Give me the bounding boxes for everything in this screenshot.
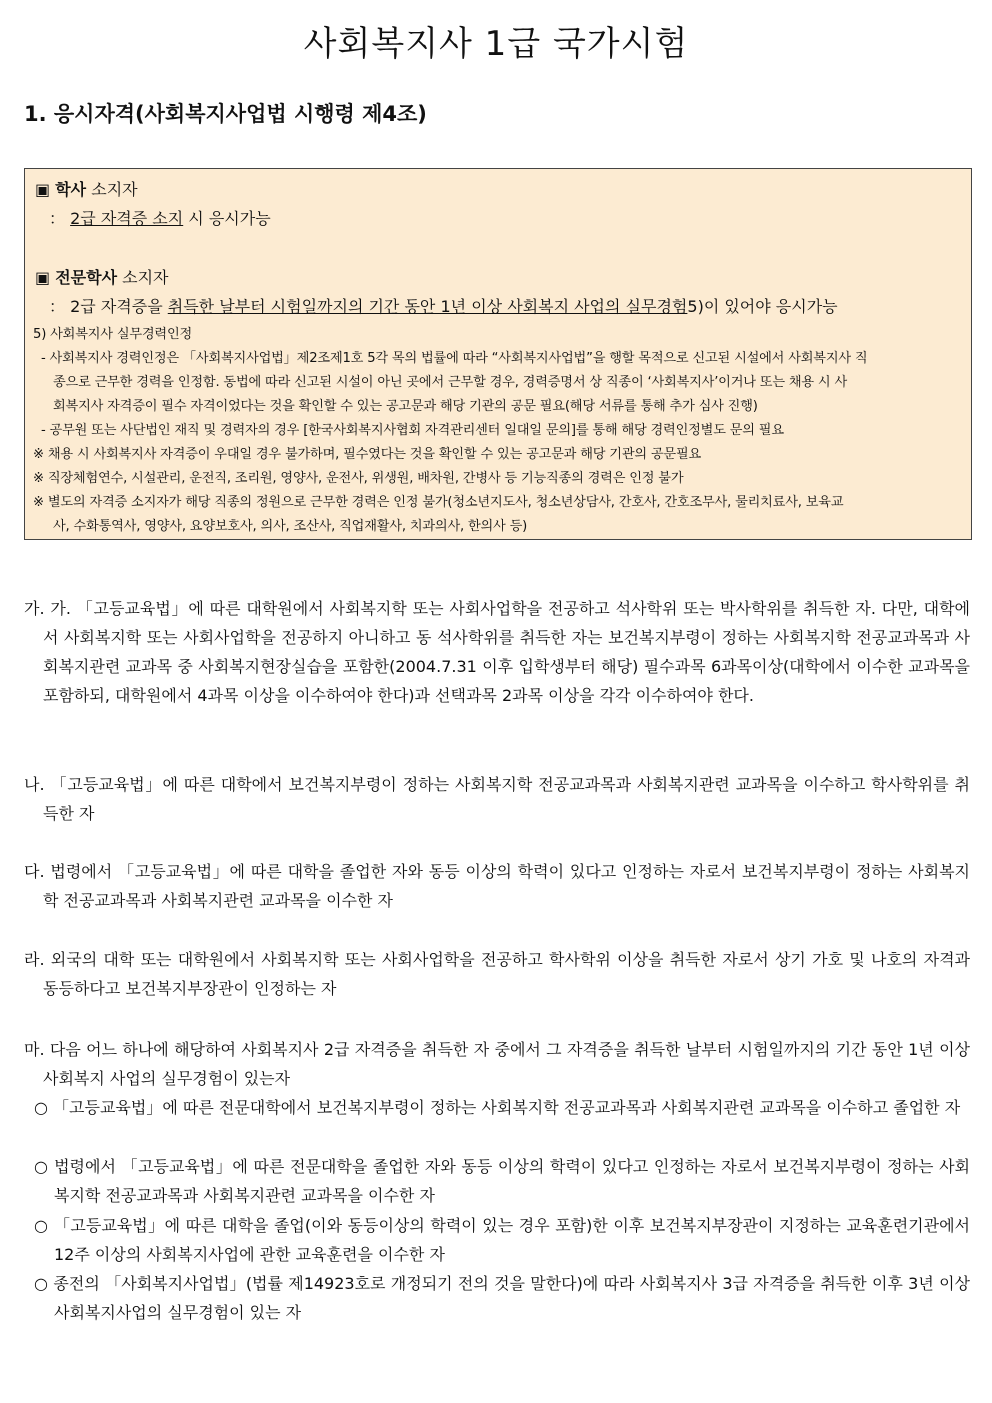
note-line: ※ 직장체험연수, 시설관리, 운전직, 조리원, 영양사, 운전사, 위생원, 배차원, 간병사 등 기능직종의 경력은 인정 불가 — [33, 471, 684, 486]
ma-subitem: ○ 「고등교육법」에 따른 대학을 졸업(이와 동등이상의 학력이 있는 경우 포함)한 이후 보건복지부장관이 지정하는 교육훈련기관에서 12주 이상의 사회복지사업에 관한 교육훈련을 이수한 자 — [34, 1216, 970, 1264]
associate-heading — [35, 265, 169, 288]
associate-label: 전문학사 — [55, 268, 118, 287]
item-ra: 라. 외국의 대학 또는 대학원에서 사회복지학 또는 사회사업학을 전공하고 학사학위 이상을 취득한 자로서 상기 가호 및 나호의 자격과 동등하다고 보건복지부장관이 인정하는 자 — [24, 950, 970, 998]
item-ma: 마. 다음 어느 하나에 해당하여 사회복지사 2급 자격증을 취득한 자 중에서 그 자격증을 취득한 날부터 시험일까지의 기간 동안 1년 이상 사회복지 사업의 실무경험이 있는자 — [24, 1040, 970, 1088]
ma-subitem: ○ 「고등교육법」에 따른 전문대학에서 보건복지부령이 정하는 사회복지학 전공교과목과 사회복지관련 교과목을 이수하고 졸업한 자 — [34, 1098, 961, 1117]
item-ga: 가. 가. 「고등교육법」에 따른 대학원에서 사회복지학 또는 사회사업학을 전공하고 석사학위 또는 박사학위를 취득한 자. 다만, 대학에서 사회복지학 또는 사회사업학을 전공하지 아니하고 동 석사학위를 취득한 자는 보건복지부령이 정하는 사회복지학 전공교과목과 사회복지관련 교과목 중 사회복지현장실습을 포함한(2004.7.31 이후 입학생부터 해당) 필수과목 6과목이상(대학에서 이수한 교과목을 포함하되, 대학원에서 4과목 이상을 이수하여야 한다)과 선택과목 2과목 이상을 각각 이수하여야 한다. — [24, 599, 970, 705]
bachelor-condition: ： 2급 자격증 소지 시 응시가능 — [49, 209, 271, 228]
qualification-info-box — [24, 168, 972, 540]
bachelor-underlined-text: 2급 자격증 소지 — [70, 209, 184, 228]
associate-suffix: 소지자 — [122, 268, 169, 287]
footnote-line: - 공무원 또는 사단법인 재직 및 경력자의 경우 [한국사회복지사협회 자격관리센터 일대일 문의]를 통해 해당 경력인정별도 문의 필요 — [41, 423, 784, 438]
note-line: ※ 별도의 자격증 소지자가 해당 직종의 정원으로 근무한 경력은 인정 불가(청소년지도사, 청소년상담사, 간호사, 간호조무사, 물리치료사, 보육교 — [33, 495, 844, 510]
square-bullet-icon: ▣ — [35, 268, 51, 287]
note-line: 사, 수화통역사, 영양사, 요양보호사, 의사, 조산사, 직업재활사, 치과의사, 한의사 등) — [53, 519, 528, 534]
associate-underlined-text: 취득한 날부터 시험일까지의 기간 동안 1년 이상 사회복지 사업의 실무경험 — [167, 297, 688, 316]
footnote-line: 종으로 근무한 경력을 인정함. 동법에 따라 신고된 시설이 아닌 곳에서 근무할 경우, 경력증명서 상 직종이 ‘사회복지사’이거나 또는 채용 시 사 — [53, 375, 848, 390]
section-heading: 1. 응시자격(사회복지사업법 시행령 제4조) — [24, 102, 427, 126]
ma-subitem: ○ 법령에서 「고등교육법」에 따른 전문대학을 졸업한 자와 동등 이상의 학력이 있다고 인정하는 자로서 보건복지부령이 정하는 사회복지학 전공교과목과 사회복지관련 교과목을 이수한 자 — [34, 1157, 970, 1205]
square-bullet-icon: ▣ — [35, 180, 51, 199]
ma-subitem: ○ 종전의 「사회복지사업법」(법률 제14923호로 개정되기 전의 것을 말한다)에 따라 사회복지사 3급 자격증을 취득한 이후 3년 이상 사회복지사업의 실무경험이 있는 자 — [34, 1274, 970, 1322]
item-da: 다. 법령에서 「고등교육법」에 따른 대학을 졸업한 자와 동등 이상의 학력이 있다고 인정하는 자로서 보건복지부령이 정하는 사회복지학 전공교과목과 사회복지관련 교과목을 이수한 자 — [24, 862, 970, 910]
page-title: 사회복지사 1급 국가시험 — [303, 24, 689, 64]
bachelor-label: 학사 — [55, 180, 87, 199]
bachelor-suffix: 소지자 — [91, 180, 138, 199]
item-na: 나. 「고등교육법」에 따른 대학에서 보건복지부령이 정하는 사회복지학 전공교과목과 사회복지관련 교과목을 이수하고 학사학위를 취득한 자 — [24, 775, 970, 823]
footnote-line: - 사회복지사 경력인정은 「사회복지사업법」제2조제1호 5각 목의 법률에 따라 “사회복지사업법”을 행할 목적으로 신고된 시설에서 사회복지사 직 — [41, 351, 868, 366]
associate-condition: ： 2급 자격증을 취득한 날부터 시험일까지의 기간 동안 1년 이상 사회복지 사업의 실무경험5)이 있어야 응시가능 — [49, 297, 838, 316]
footnote-line: 회복지사 자격증이 필수 자격이었다는 것을 확인할 수 있는 공고문과 해당 기관의 공문 필요(해당 서류를 통해 추가 심사 진행) — [53, 399, 758, 414]
bachelor-heading — [35, 177, 138, 200]
note-line: ※ 채용 시 사회복지사 자격증이 우대일 경우 불가하며, 필수였다는 것을 확인할 수 있는 공고문과 해당 기관의 공문필요 — [33, 447, 702, 462]
footnote-title: 5) 사회복지사 실무경력인정 — [33, 327, 193, 342]
